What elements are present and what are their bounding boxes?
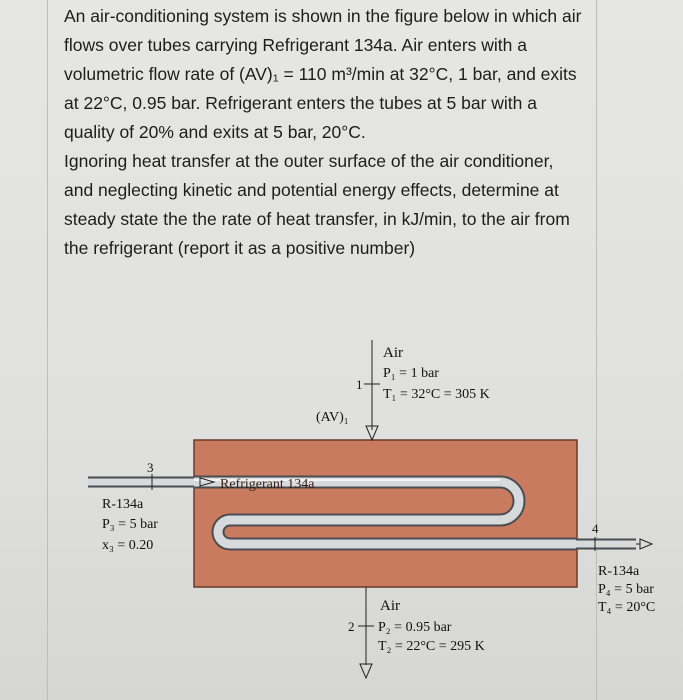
inlet-air-temperature: T₁ = 32°C = 305 K [383,387,490,402]
air-outlet-arrow [358,587,374,678]
outlet-air-temperature: T₂ = 22°C = 295 K [378,639,485,654]
inlet-refrigerant-fluid: R-134a [102,497,144,512]
question-paragraph-1: An air-conditioning system is shown in the figure below in which air flows over tubes carrying Refrigerant 134a. Air enters with a volumetric flow rate of (AV)₁ = 110 m³/min at 32°C, 1 bar, and exits at 22°C, 0.95 bar. Refrigerant enters the tubes at 5 bar with a quality of 20% and exits at 5 bar, 20°C. [64,6,582,142]
outlet-air-pressure: P₂ = 0.95 bar [378,620,452,635]
volumetric-flow-label: (AV)₁ [316,410,349,425]
inlet-refrigerant-pressure: P₃ = 5 bar [102,517,158,532]
station-2-label: 2 [348,619,355,634]
outlet-refrigerant-pressure: P₄ = 5 bar [598,582,654,597]
station-3-label: 3 [147,460,154,475]
outlet-refrigerant-temperature: T₄ = 20°C [598,600,656,615]
question-paragraph-2: Ignoring heat transfer at the outer surface of the air conditioner, and neglecting kinetic and potential energy effects, determine at steady state the the rate of heat transfer, in kJ/min, to the air from the refrigerant (report it as a positive number) [64,151,570,258]
air-inlet-arrow [364,340,380,440]
station-4-label: 4 [592,521,599,536]
inlet-air-pressure: P₁ = 1 bar [383,366,439,381]
outlet-refrigerant-fluid: R-134a [598,564,640,579]
outlet-air-label: Air [380,598,400,614]
refrigerant-134a-label: Refrigerant 134a [220,477,315,492]
inlet-refrigerant-quality: x₃ = 0.20 [102,538,154,553]
refrigerant-outlet-pipe [576,537,652,551]
station-1-label: 1 [356,377,363,392]
inlet-air-label: Air [383,345,403,361]
